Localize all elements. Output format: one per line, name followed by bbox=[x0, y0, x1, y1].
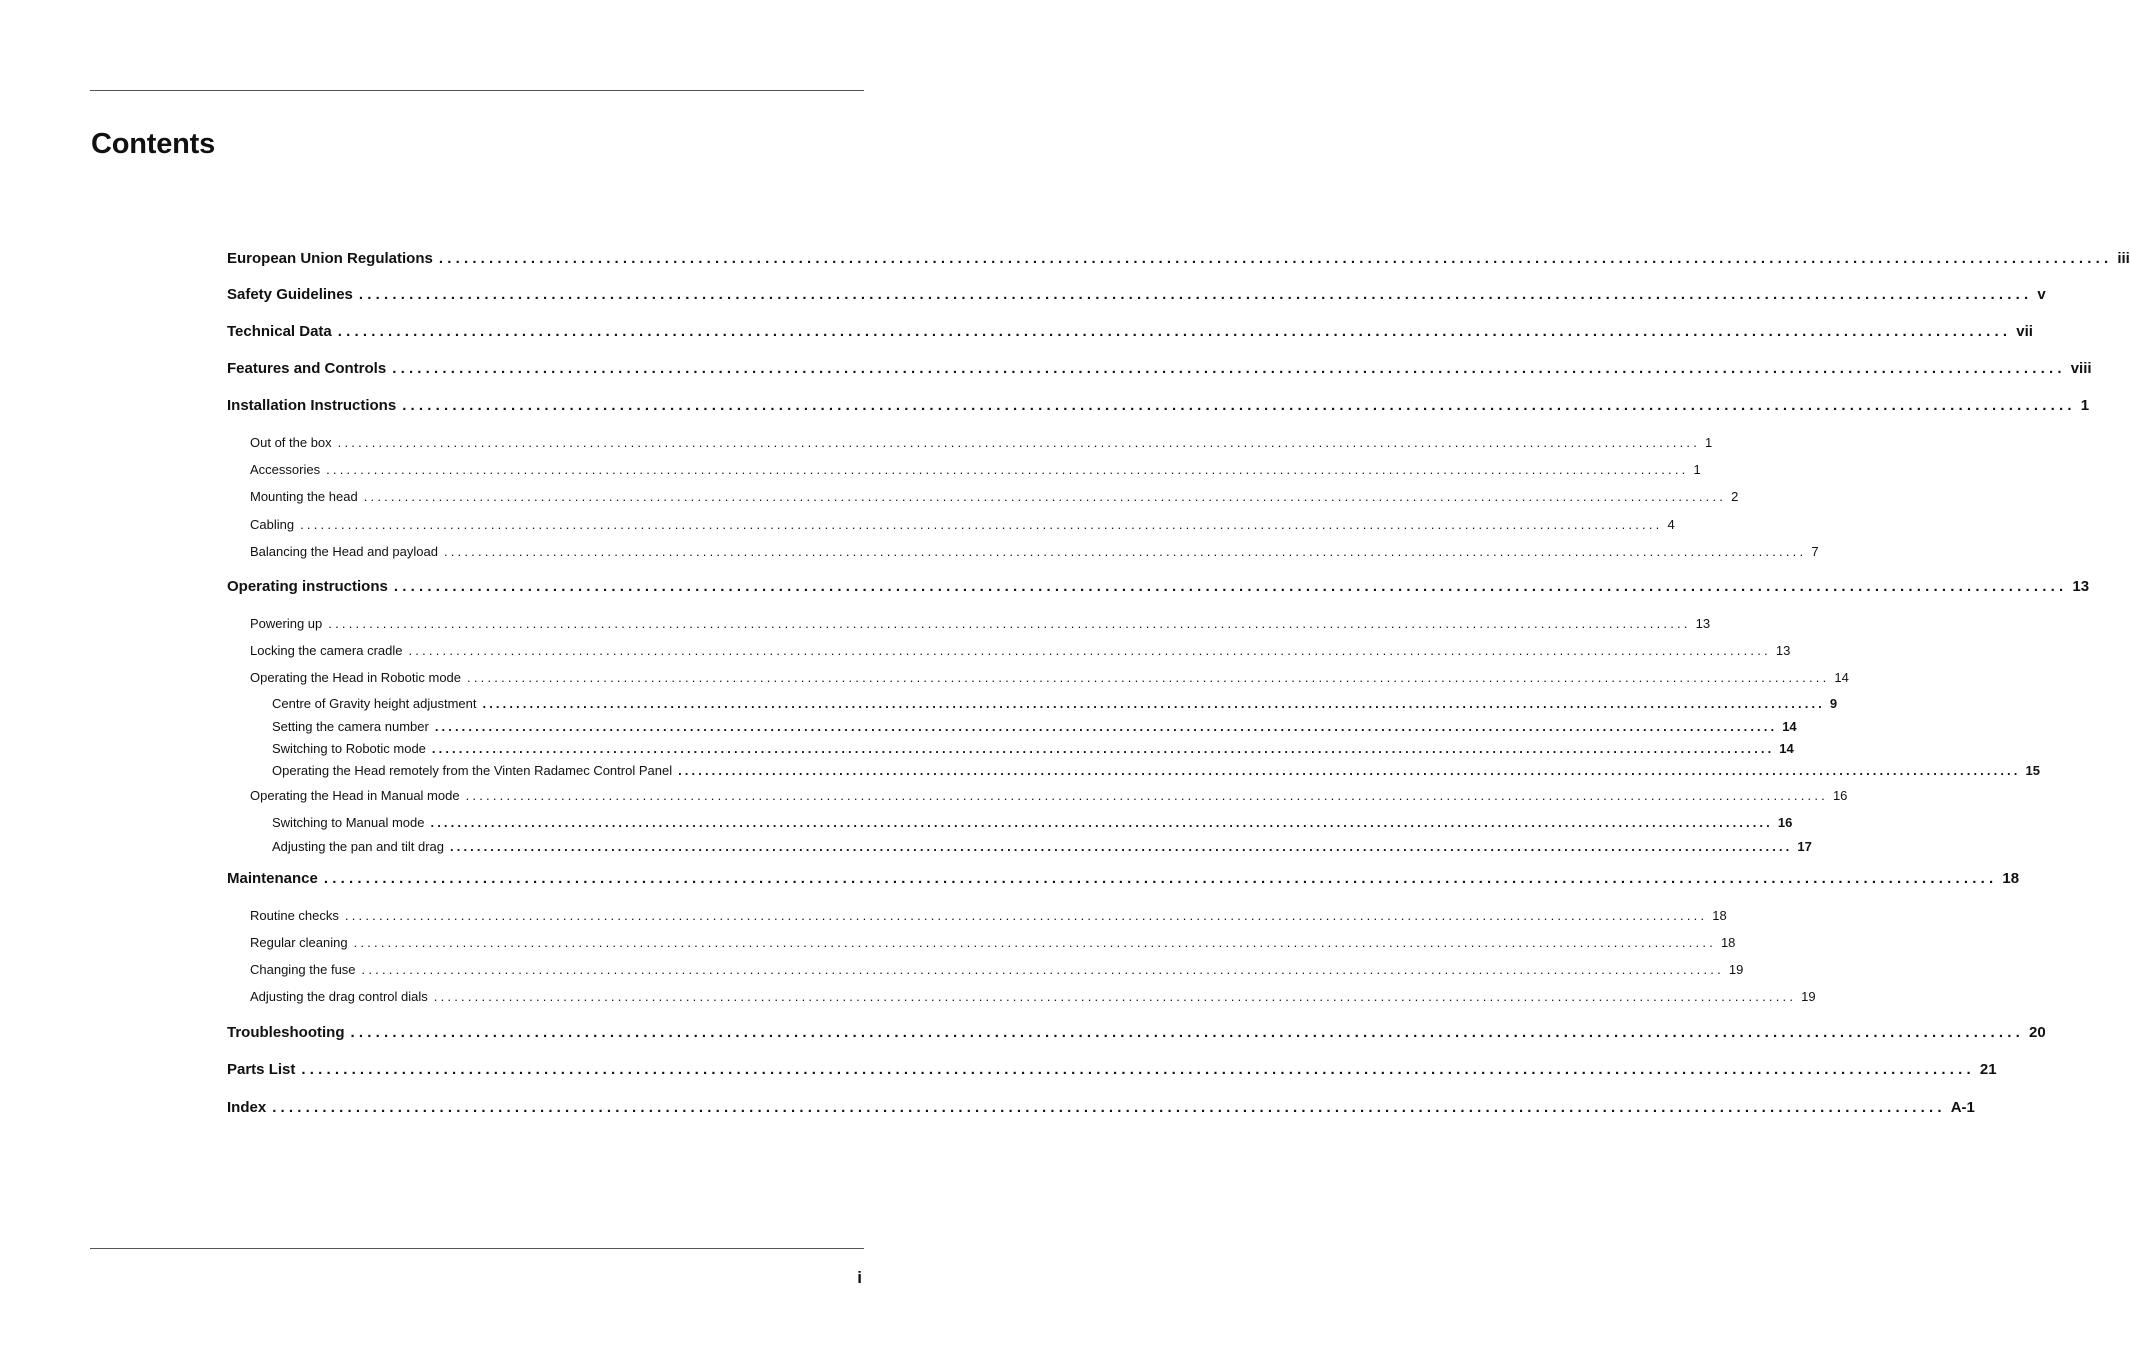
toc-entry[interactable] bbox=[250, 435, 1713, 450]
toc-entry-page: 14 bbox=[1779, 741, 1794, 756]
toc-entry-title: Troubleshooting bbox=[227, 1024, 345, 1041]
toc-entry-title: Adjusting the drag control dials bbox=[250, 989, 428, 1004]
toc-entry[interactable] bbox=[227, 397, 2090, 414]
toc-dot-leader: ........................................................................................................................................................................................................ bbox=[361, 962, 1724, 977]
toc-entry-title: Changing the fuse bbox=[250, 962, 356, 977]
toc-entry-title: Switching to Manual mode bbox=[272, 815, 425, 830]
toc-dot-leader: ........................................................................................................................................................................................................ bbox=[301, 1061, 1975, 1078]
toc-entry-title: Centre of Gravity height adjustment bbox=[272, 696, 477, 711]
toc-entry-page: 4 bbox=[1667, 517, 1675, 532]
toc-entry-title: Powering up bbox=[250, 616, 323, 631]
toc-dot-leader: ........................................................................................................................................................................................................ bbox=[337, 323, 2012, 340]
toc-entry[interactable] bbox=[250, 489, 1739, 504]
toc-entry[interactable] bbox=[227, 360, 2092, 377]
toc-entry-page: 2 bbox=[1731, 489, 1739, 504]
toc-entry[interactable] bbox=[250, 935, 1736, 950]
toc-entry[interactable] bbox=[272, 815, 1793, 830]
toc-entry[interactable] bbox=[250, 670, 1849, 685]
toc-dot-leader: ........................................................................................................................................................................................................ bbox=[450, 839, 1793, 854]
page-number: i bbox=[857, 1268, 862, 1287]
toc-entry[interactable] bbox=[227, 250, 2130, 267]
toc-entry-page: viii bbox=[2070, 360, 2092, 377]
toc-entry[interactable] bbox=[227, 1061, 1997, 1078]
toc-entry[interactable] bbox=[227, 1099, 1975, 1116]
toc-entry[interactable] bbox=[250, 788, 1848, 803]
toc-entry-page: 14 bbox=[1834, 670, 1849, 685]
toc-entry[interactable] bbox=[272, 763, 2040, 778]
toc-entry-page: 18 bbox=[2002, 870, 2020, 887]
toc-entry-page: 16 bbox=[1777, 815, 1793, 830]
toc-dot-leader: ........................................................................................................................................................................................................ bbox=[678, 763, 2021, 778]
toc-entry-title: Mounting the head bbox=[250, 489, 358, 504]
toc-dot-leader: ........................................................................................................................................................................................................ bbox=[408, 643, 1771, 658]
toc-entry-title: Out of the box bbox=[250, 435, 332, 450]
toc-dot-leader: ........................................................................................................................................................................................................ bbox=[438, 250, 2113, 267]
toc-entry-page: 19 bbox=[1728, 962, 1744, 977]
toc-entry-page: 14 bbox=[1782, 719, 1797, 734]
toc-dot-leader: ........................................................................................................................................................................................................ bbox=[337, 435, 1701, 450]
toc-entry[interactable] bbox=[227, 286, 2046, 303]
toc-entry-page: 13 bbox=[2072, 578, 2090, 595]
toc-entry-page: 1 bbox=[2080, 397, 2090, 414]
toc-dot-leader: ........................................................................................................................................................................................................ bbox=[358, 286, 2033, 303]
toc-entry-page: iii bbox=[2117, 250, 2130, 267]
toc-dot-leader: ........................................................................................................................................................................................................ bbox=[393, 578, 2068, 595]
toc-entry-title: Operating the Head in Robotic mode bbox=[250, 670, 462, 685]
header-rule bbox=[90, 90, 864, 91]
toc-entry-title: Parts List bbox=[227, 1061, 296, 1078]
toc-entry-title: Operating the Head remotely from the Vinten Radamec Control Panel bbox=[272, 763, 673, 778]
toc-entry-title: Accessories bbox=[250, 462, 321, 477]
toc-entry-title: Cabling bbox=[250, 517, 295, 532]
toc-dot-leader: ........................................................................................................................................................................................................ bbox=[326, 462, 1689, 477]
toc-entry-title: Locking the camera cradle bbox=[250, 643, 403, 658]
toc-entry-title: Switching to Robotic mode bbox=[272, 741, 426, 756]
toc-entry-page: 18 bbox=[1720, 935, 1736, 950]
toc-entry-page: 21 bbox=[1979, 1061, 1997, 1078]
toc-entry[interactable] bbox=[227, 578, 2090, 595]
toc-entry-page: 18 bbox=[1712, 908, 1727, 923]
footer-rule bbox=[90, 1248, 864, 1249]
toc-entry-page: vii bbox=[2016, 323, 2033, 340]
toc-entry-title: Technical Data bbox=[227, 323, 332, 340]
toc-entry[interactable] bbox=[227, 323, 2033, 340]
toc-dot-leader: ........................................................................................................................................................................................................ bbox=[344, 908, 1708, 923]
toc-entry-page: 1 bbox=[1705, 435, 1713, 450]
toc-entry-page: 1 bbox=[1693, 462, 1701, 477]
toc-dot-leader: ........................................................................................................................................................................................................ bbox=[467, 670, 1830, 685]
toc-entry-page: 13 bbox=[1775, 643, 1791, 658]
toc-dot-leader: ........................................................................................................................................................................................................ bbox=[350, 1024, 2024, 1041]
toc-dot-leader: ........................................................................................................................................................................................................ bbox=[431, 741, 1775, 756]
toc-dot-leader: ........................................................................................................................................................................................................ bbox=[353, 935, 1716, 950]
toc-entry-title: Installation Instructions bbox=[227, 397, 397, 414]
toc-entry-page: 19 bbox=[1801, 989, 1816, 1004]
toc-entry-title: Features and Controls bbox=[227, 360, 387, 377]
toc-entry[interactable] bbox=[250, 517, 1675, 532]
toc-entry-title: Operating the Head in Manual mode bbox=[250, 788, 460, 803]
toc-dot-leader: ........................................................................................................................................................................................................ bbox=[430, 815, 1773, 830]
toc-entry[interactable] bbox=[227, 1024, 2046, 1041]
toc-entry-title: Operating instructions bbox=[227, 578, 388, 595]
toc-entry-title: Index bbox=[227, 1099, 267, 1116]
toc-entry-title: Setting the camera number bbox=[272, 719, 429, 734]
toc-entry-page: 17 bbox=[1797, 839, 1812, 854]
toc-entry[interactable] bbox=[272, 719, 1797, 734]
toc-entry[interactable] bbox=[250, 544, 1819, 559]
toc-dot-leader: ........................................................................................................................................................................................................ bbox=[443, 544, 1807, 559]
toc-entry-title: Balancing the Head and payload bbox=[250, 544, 438, 559]
toc-entry-title: European Union Regulations bbox=[227, 250, 433, 267]
toc-entry-page: 20 bbox=[2029, 1024, 2046, 1041]
toc-entry-title: Adjusting the pan and tilt drag bbox=[272, 839, 445, 854]
toc-entry-page: v bbox=[2037, 286, 2046, 303]
toc-dot-leader: ........................................................................................................................................................................................................ bbox=[300, 517, 1663, 532]
toc-entry-page: 16 bbox=[1832, 788, 1848, 803]
toc-entry-page: 13 bbox=[1695, 616, 1711, 631]
toc-entry[interactable] bbox=[250, 962, 1744, 977]
toc-entry[interactable] bbox=[272, 839, 1812, 854]
toc-dot-leader: ........................................................................................................................................................................................................ bbox=[482, 696, 1825, 711]
toc-dot-leader: ........................................................................................................................................................................................................ bbox=[433, 989, 1797, 1004]
toc-entry-page: 7 bbox=[1811, 544, 1819, 559]
toc-entry[interactable] bbox=[250, 643, 1791, 658]
toc-dot-leader: ........................................................................................................................................................................................................ bbox=[363, 489, 1727, 504]
toc-entry[interactable] bbox=[272, 696, 1838, 711]
toc-dot-leader: ........................................................................................................................................................................................................ bbox=[323, 870, 1998, 887]
toc-entry[interactable] bbox=[227, 870, 2020, 887]
toc-entry[interactable] bbox=[250, 462, 1701, 477]
toc-entry[interactable] bbox=[250, 616, 1711, 631]
toc-dot-leader: ........................................................................................................................................................................................................ bbox=[402, 397, 2076, 414]
toc-entry-page: 15 bbox=[2025, 763, 2040, 778]
toc-entry-page: 9 bbox=[1829, 696, 1838, 711]
toc-entry-page: A-1 bbox=[1950, 1099, 1975, 1116]
toc-entry[interactable] bbox=[250, 908, 1727, 923]
toc-entry-title: Safety Guidelines bbox=[227, 286, 353, 303]
toc-entry-title: Regular cleaning bbox=[250, 935, 348, 950]
toc-entry[interactable] bbox=[250, 989, 1816, 1004]
toc-dot-leader: ........................................................................................................................................................................................................ bbox=[328, 616, 1691, 631]
toc-dot-leader: ........................................................................................................................................................................................................ bbox=[272, 1099, 1946, 1116]
toc-dot-leader: ........................................................................................................................................................................................................ bbox=[465, 788, 1828, 803]
page-title: Contents bbox=[91, 128, 216, 160]
toc-dot-leader: ........................................................................................................................................................................................................ bbox=[392, 360, 2066, 377]
toc-dot-leader: ........................................................................................................................................................................................................ bbox=[434, 719, 1778, 734]
toc-entry-title: Routine checks bbox=[250, 908, 339, 923]
toc-entry[interactable] bbox=[272, 741, 1794, 756]
toc-entry-title: Maintenance bbox=[227, 870, 318, 887]
